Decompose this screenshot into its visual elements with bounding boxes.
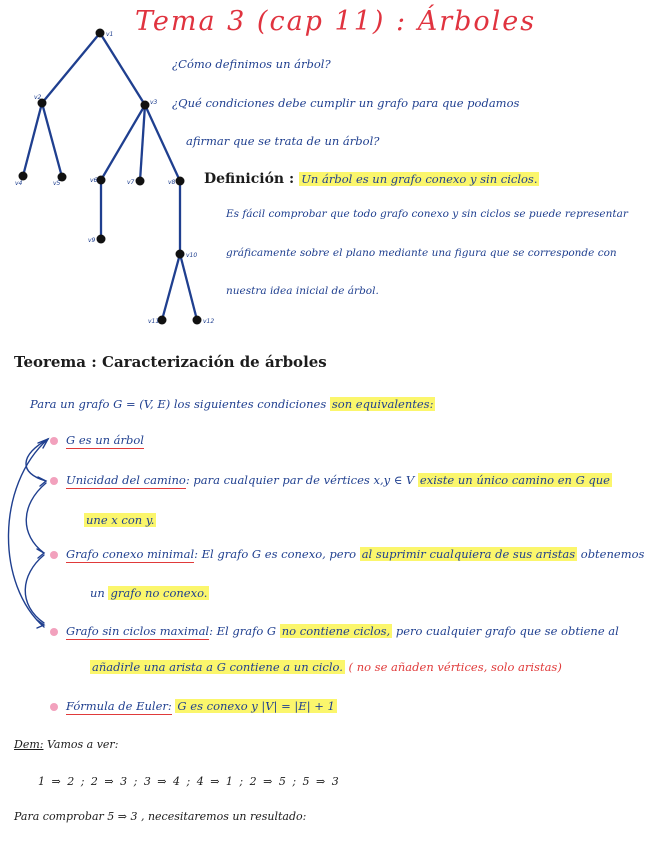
condition-5 (50, 699, 337, 713)
definition-label: Definición : (204, 171, 295, 187)
tree-node (176, 177, 185, 186)
condition-2-text-c: une x con y. (86, 513, 155, 527)
tree-node (97, 176, 106, 185)
condition-4-text-b: no contiene ciclos, (281, 624, 391, 638)
condition-3-text-a: : El grafo G es conexo, pero (194, 547, 357, 561)
tree-label-v11: v11 (148, 318, 160, 325)
proof-last: Para comprobar 5 ⇒ 3 , necesitaremos un resultado: (14, 810, 307, 823)
definition-explain-1: Es fácil comprobar que todo grafo conexo y sin ciclos se puede representar (226, 208, 628, 220)
definition-text: Un árbol es un grafo conexo y sin ciclos. (301, 172, 538, 186)
equivalence-arrows (0, 425, 70, 640)
condition-4-note: ( no se añaden vértices, solo aristas) (348, 660, 562, 674)
bullet-icon (50, 703, 58, 711)
theorem-intro-b: son equivalentes: (331, 397, 434, 411)
theorem-heading: Teorema : Caracterización de árboles (14, 353, 327, 371)
condition-4-cont (90, 660, 562, 674)
proof-text: Vamos a ver: (46, 738, 119, 751)
tree-node (136, 177, 145, 186)
condition-2-cont (84, 513, 156, 527)
proof-label: Dem: (14, 738, 44, 751)
proof-steps: 1 ⇒ 2 ; 2 ⇒ 3 ; 3 ⇒ 4 ; 4 ⇒ 1 ; 2 ⇒ 5 ; 5 ⇒ 3 (38, 775, 339, 788)
condition-3-text-b: al suprimir cualquiera de sus aristas (361, 547, 576, 561)
definition-explain-2: gráficamente sobre el plano mediante una figura que se corresponde con (226, 247, 617, 259)
condition-4 (50, 624, 619, 638)
condition-3-text-c: obtenemos (580, 547, 645, 561)
condition-2-text-b: existe un único camino en G que (419, 473, 610, 487)
tree-node (193, 316, 202, 325)
tree-label-v10: v10 (186, 252, 198, 259)
condition-4-text-a: : El grafo G (209, 624, 277, 638)
condition-2-title: Unicidad del camino (66, 473, 186, 487)
condition-2-text-a: : para cualquier par de vértices x,y ∈ V (185, 473, 415, 487)
condition-3 (50, 547, 644, 561)
tree-label-v12: v12 (203, 318, 215, 325)
bullet-icon (50, 628, 58, 636)
theorem-intro (30, 397, 435, 411)
tree-label-v9: v9 (88, 237, 96, 244)
condition-5-text: G es conexo y |V| = |E| + 1 (177, 699, 335, 713)
page-title: Tema 3 (cap 11) : Árboles (135, 6, 537, 37)
condition-3-text-d: un (90, 586, 105, 600)
condition-2 (50, 473, 612, 487)
tree-node (141, 101, 150, 110)
condition-4-title: Grafo sin ciclos maximal (66, 624, 210, 638)
tree-label-v3: v3 (150, 99, 158, 106)
bullet-icon (50, 477, 58, 485)
tree-node (97, 235, 106, 244)
tree-label-v4: v4 (15, 180, 23, 187)
bullet-icon (50, 437, 58, 445)
condition-1 (50, 433, 144, 447)
condition-3-cont (90, 586, 209, 600)
condition-3-title: Grafo conexo minimal (66, 547, 195, 561)
question-2: ¿Qué condiciones debe cumplir un grafo para que podamos (172, 96, 520, 110)
tree-label-v1: v1 (106, 31, 114, 38)
definition (204, 168, 539, 187)
proof-line (14, 738, 118, 751)
question-1: ¿Cómo definimos un árbol? (172, 57, 331, 71)
tree-label-v8: v8 (168, 179, 176, 186)
bullet-icon (50, 551, 58, 559)
tree-label-v6: v6 (90, 177, 98, 184)
condition-4-text-c: pero cualquier grafo que se obtiene al (395, 624, 619, 638)
condition-1-text: G es un árbol (66, 433, 144, 447)
condition-3-text-e: grafo no conexo. (110, 586, 208, 600)
theorem-intro-a: Para un grafo G = (V, E) los siguientes condiciones (30, 397, 327, 411)
question-3: afirmar que se trata de un árbol? (186, 134, 380, 148)
condition-5-title: Fórmula de Euler: (66, 699, 172, 713)
condition-4-text-d: añadirle una arista a G contiene a un ciclo. (92, 660, 343, 674)
tree-label-v2: v2 (34, 94, 42, 101)
tree-node (96, 29, 105, 38)
tree-node (176, 250, 185, 259)
definition-explain-3: nuestra idea inicial de árbol. (226, 285, 379, 297)
tree-label-v5: v5 (53, 180, 61, 187)
tree-label-v7: v7 (127, 179, 135, 186)
